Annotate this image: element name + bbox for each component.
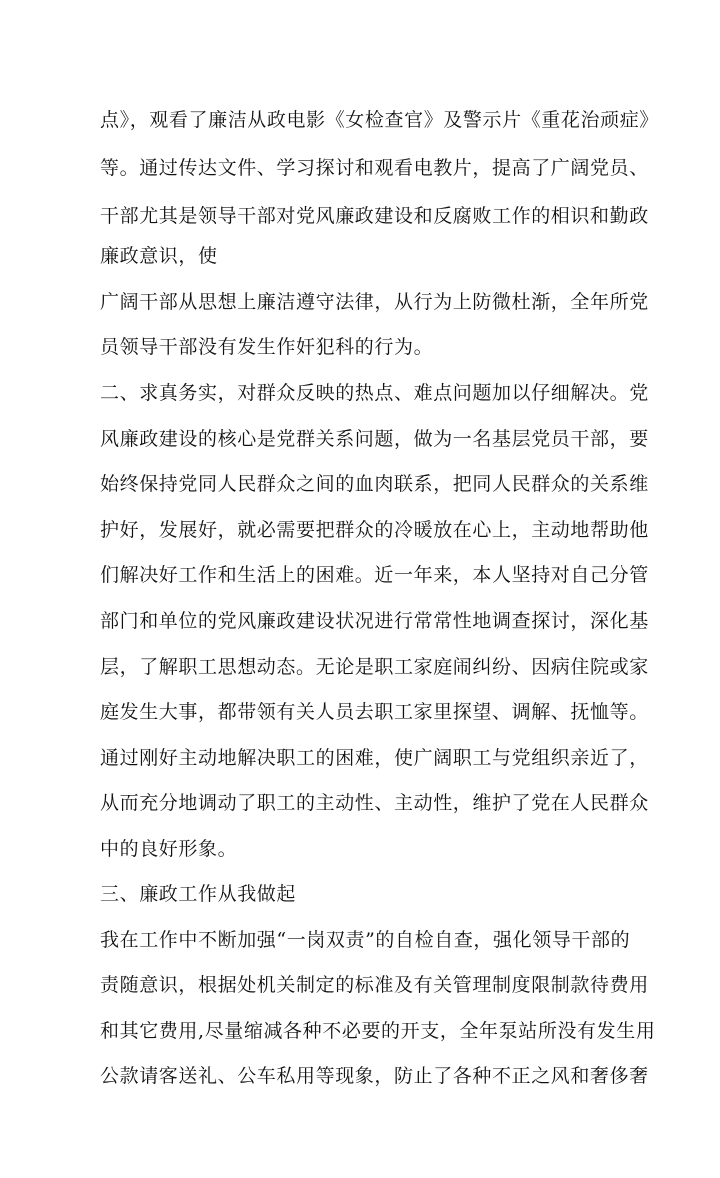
text-line: 点》，观看了廉洁从政电影《女检查官》及警示片《重花治顽症》 [100,109,659,131]
text-line: 护好，发展好，就必需要把群众的冷暖放在心上，主动地帮助他 [100,519,649,541]
text-line: 我在工作中不断加强“一岗双责”的自检自查，强化领导干部的 [100,929,631,951]
text-line: 干部尤其是领导干部对党风廉政建设和反腐败工作的相识和勤政 [100,205,649,227]
text-line: 始终保持党同人民群众之间的血肉联系，把同人民群众的关系维 [100,473,649,495]
section-heading: 三、廉政工作从我做起 [100,883,297,905]
text-line: 责随意识，根据处机关制定的标准及有关管理制度限制款待费用 [100,974,649,996]
text-line: 廉政意识，使 [100,245,218,267]
text-line: 通过刚好主动地解决职工的困难，使广阔职工与党组织亲近了， [100,747,649,769]
text-line: 从而充分地调动了职工的主动性、主动性，维护了党在人民群众 [100,792,649,814]
text-line: 公款请客送礼、公车私用等现象，防止了各种不正之风和奢侈奢 [100,1065,649,1087]
text-line: 层，了解职工思想动态。无论是职工家庭闹纠纷、因病住院或家 [100,656,649,678]
text-line: 等。通过传达文件、学习探讨和观看电教片，提高了广阔党员、 [100,157,649,179]
section-heading-line: 二、求真务实，对群众反映的热点、难点问题加以仔细解决。党 [100,382,649,404]
text-line: 风廉政建设的核心是党群关系问题，做为一名基层党员干部，要 [100,428,649,450]
text-line: 们解决好工作和生活上的困难。近一年来，本人坚持对自己分管 [100,564,649,586]
text-line: 广阔干部从思想上廉洁遵守法律，从行为上防微杜渐，全年所党 [100,291,649,313]
text-line: 部门和单位的党风廉政建设状况进行常常性地调查探讨，深化基 [100,610,649,632]
text-line: 中的良好形象。 [100,838,238,860]
text-line: 庭发生大事，都带领有关人员去职工家里探望、调解、抚恤等。 [100,701,649,723]
text-line: 员领导干部没有发生作奸犯科的行为。 [100,336,434,358]
text-line: 和其它费用,尽量缩减各种不必要的开支，全年泵站所没有发生用 [100,1020,656,1042]
